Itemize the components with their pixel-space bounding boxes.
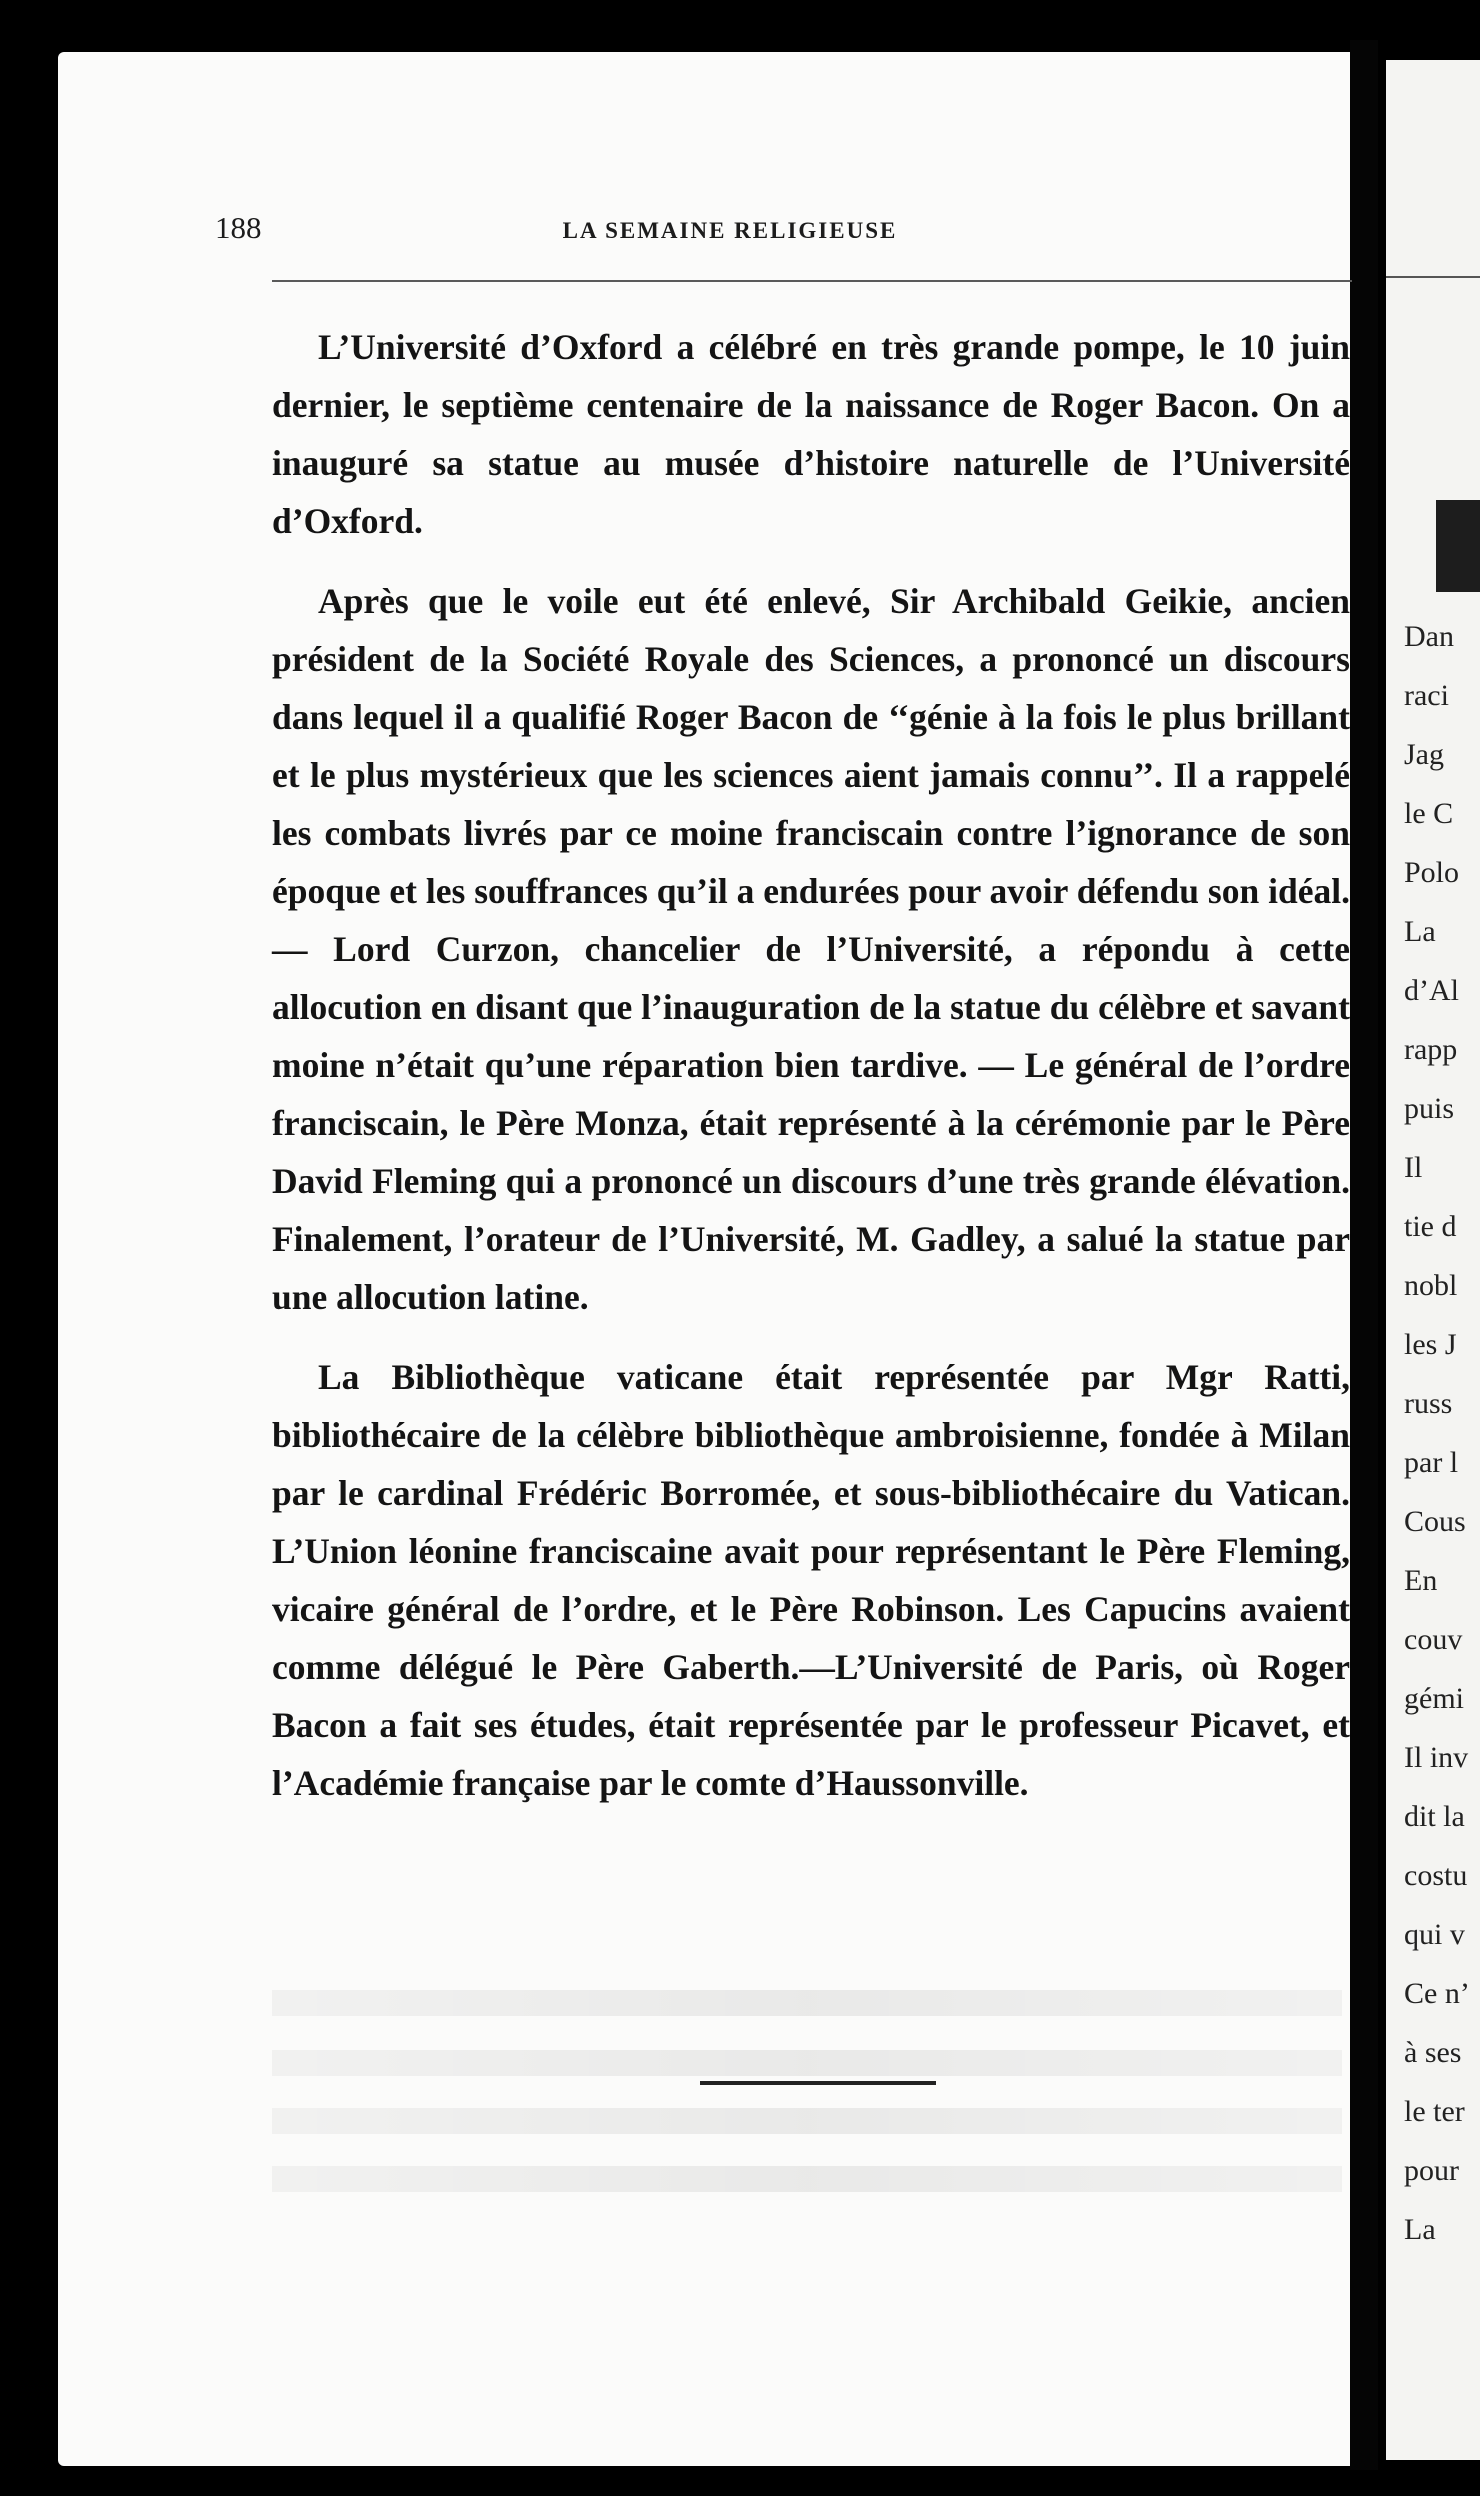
adjacent-page-line: puis [1404, 1092, 1455, 1125]
adjacent-page-line: Jag [1404, 738, 1444, 771]
adjacent-page-line: pour [1404, 2154, 1459, 2187]
adjacent-page-line: par l [1404, 1446, 1459, 1479]
show-through-line [272, 2050, 1342, 2076]
paragraph-1: L’Université d’Oxford a célébré en très grande pompe, le 10 juin dernier, le septième centenaire de la naissance de Roger Bacon. On a inauguré sa statue au musée d’histoire naturelle de l’Université d’Oxford. [272, 327, 1350, 541]
adjacent-page-line: La [1404, 2213, 1436, 2246]
book-spine-shadow [1350, 40, 1378, 2470]
running-title: LA SEMAINE RELIGIEUSE [562, 218, 898, 243]
adjacent-page-line: les J [1404, 1328, 1457, 1361]
adjacent-page-drop-initial [1436, 500, 1480, 592]
adjacent-page-line: En [1404, 1564, 1438, 1597]
adjacent-page-line: Dan [1404, 620, 1454, 653]
header-rule [272, 280, 1352, 282]
show-through-line [272, 2166, 1342, 2192]
adjacent-page-line: le ter [1404, 2095, 1465, 2128]
adjacent-page-line: à ses [1404, 2036, 1462, 2069]
paragraph-2: Après que le voile eut été enlevé, Sir Archibald Geikie, ancien président de la Société Royale des Sciences, a prononcé un discours dans lequel il a qualifié Roger Bacon de ‘‘génie à la fois le plus brillant et le plus mystérieux que les sciences aient jamais connu’’. Il a rappelé les combats livrés par ce moine franciscain contre l’ignorance de son époque et les souffrances qu’il a endurées pour avoir défendu son idéal. — Lord Curzon, chancelier de l’Université, a répondu à cette allocution en disant que l’inauguration de la statue du célèbre et savant moine n’était qu’une réparation bien tardive. — Le général de l’ordre franciscain, le Père Monza, était représenté à la cérémonie par le Père David Fleming qui a prononcé un discours d’une très grande élévation. Finalement, l’orateur de l’Université, M. Gadley, a salué la statue par une allocution latine. [272, 581, 1350, 1317]
show-through-line [272, 1990, 1342, 2016]
adjacent-page-header-rule [1386, 276, 1480, 278]
adjacent-page-line: rapp [1404, 1033, 1458, 1066]
adjacent-page-line: Cous [1404, 1505, 1466, 1538]
adjacent-page-line: nobl [1404, 1269, 1458, 1302]
adjacent-page-line: La [1404, 915, 1436, 948]
page-header [215, 210, 1375, 250]
adjacent-page-line: Ce n’ [1404, 1977, 1470, 2010]
adjacent-page-line: Il [1404, 1151, 1423, 1184]
adjacent-page-line: tie d [1404, 1210, 1457, 1243]
adjacent-page-line: le C [1404, 797, 1454, 830]
section-end-rule [700, 2081, 936, 2085]
adjacent-page-line: Il inv [1404, 1741, 1469, 1774]
page-number: 188 [215, 210, 262, 245]
adjacent-page-line: d’Al [1404, 974, 1459, 1007]
adjacent-page-line: dit la [1404, 1800, 1465, 1833]
adjacent-page-line: russ [1404, 1387, 1453, 1420]
adjacent-page-edge [1386, 60, 1480, 2460]
adjacent-page-line: couv [1404, 1623, 1463, 1656]
article-body [272, 318, 1350, 1834]
adjacent-page-line: raci [1404, 679, 1449, 712]
adjacent-page-line: Polo [1404, 856, 1460, 889]
adjacent-page-line: gémi [1404, 1682, 1464, 1715]
show-through-line [272, 2108, 1342, 2134]
adjacent-page-line: qui v [1404, 1918, 1465, 1951]
adjacent-page-line: costu [1404, 1859, 1468, 1892]
paragraph-3: La Bibliothèque vaticane était représentée par Mgr Ratti, bibliothécaire de la célèbre bibliothèque ambroisienne, fondée à Milan par le cardinal Frédéric Borromée, et sous-bibliothécaire du Vatican. L’Union léonine franciscaine avait pour représentant le Père Fleming, vicaire général de l’ordre, et le Père Robinson. Les Capucins avaient comme délégué le Père Gaberth.—L’Université de Paris, où Roger Bacon a fait ses études, était représentée par le professeur Picavet, et l’Académie française par le comte d’Haussonville. [272, 1357, 1350, 1803]
